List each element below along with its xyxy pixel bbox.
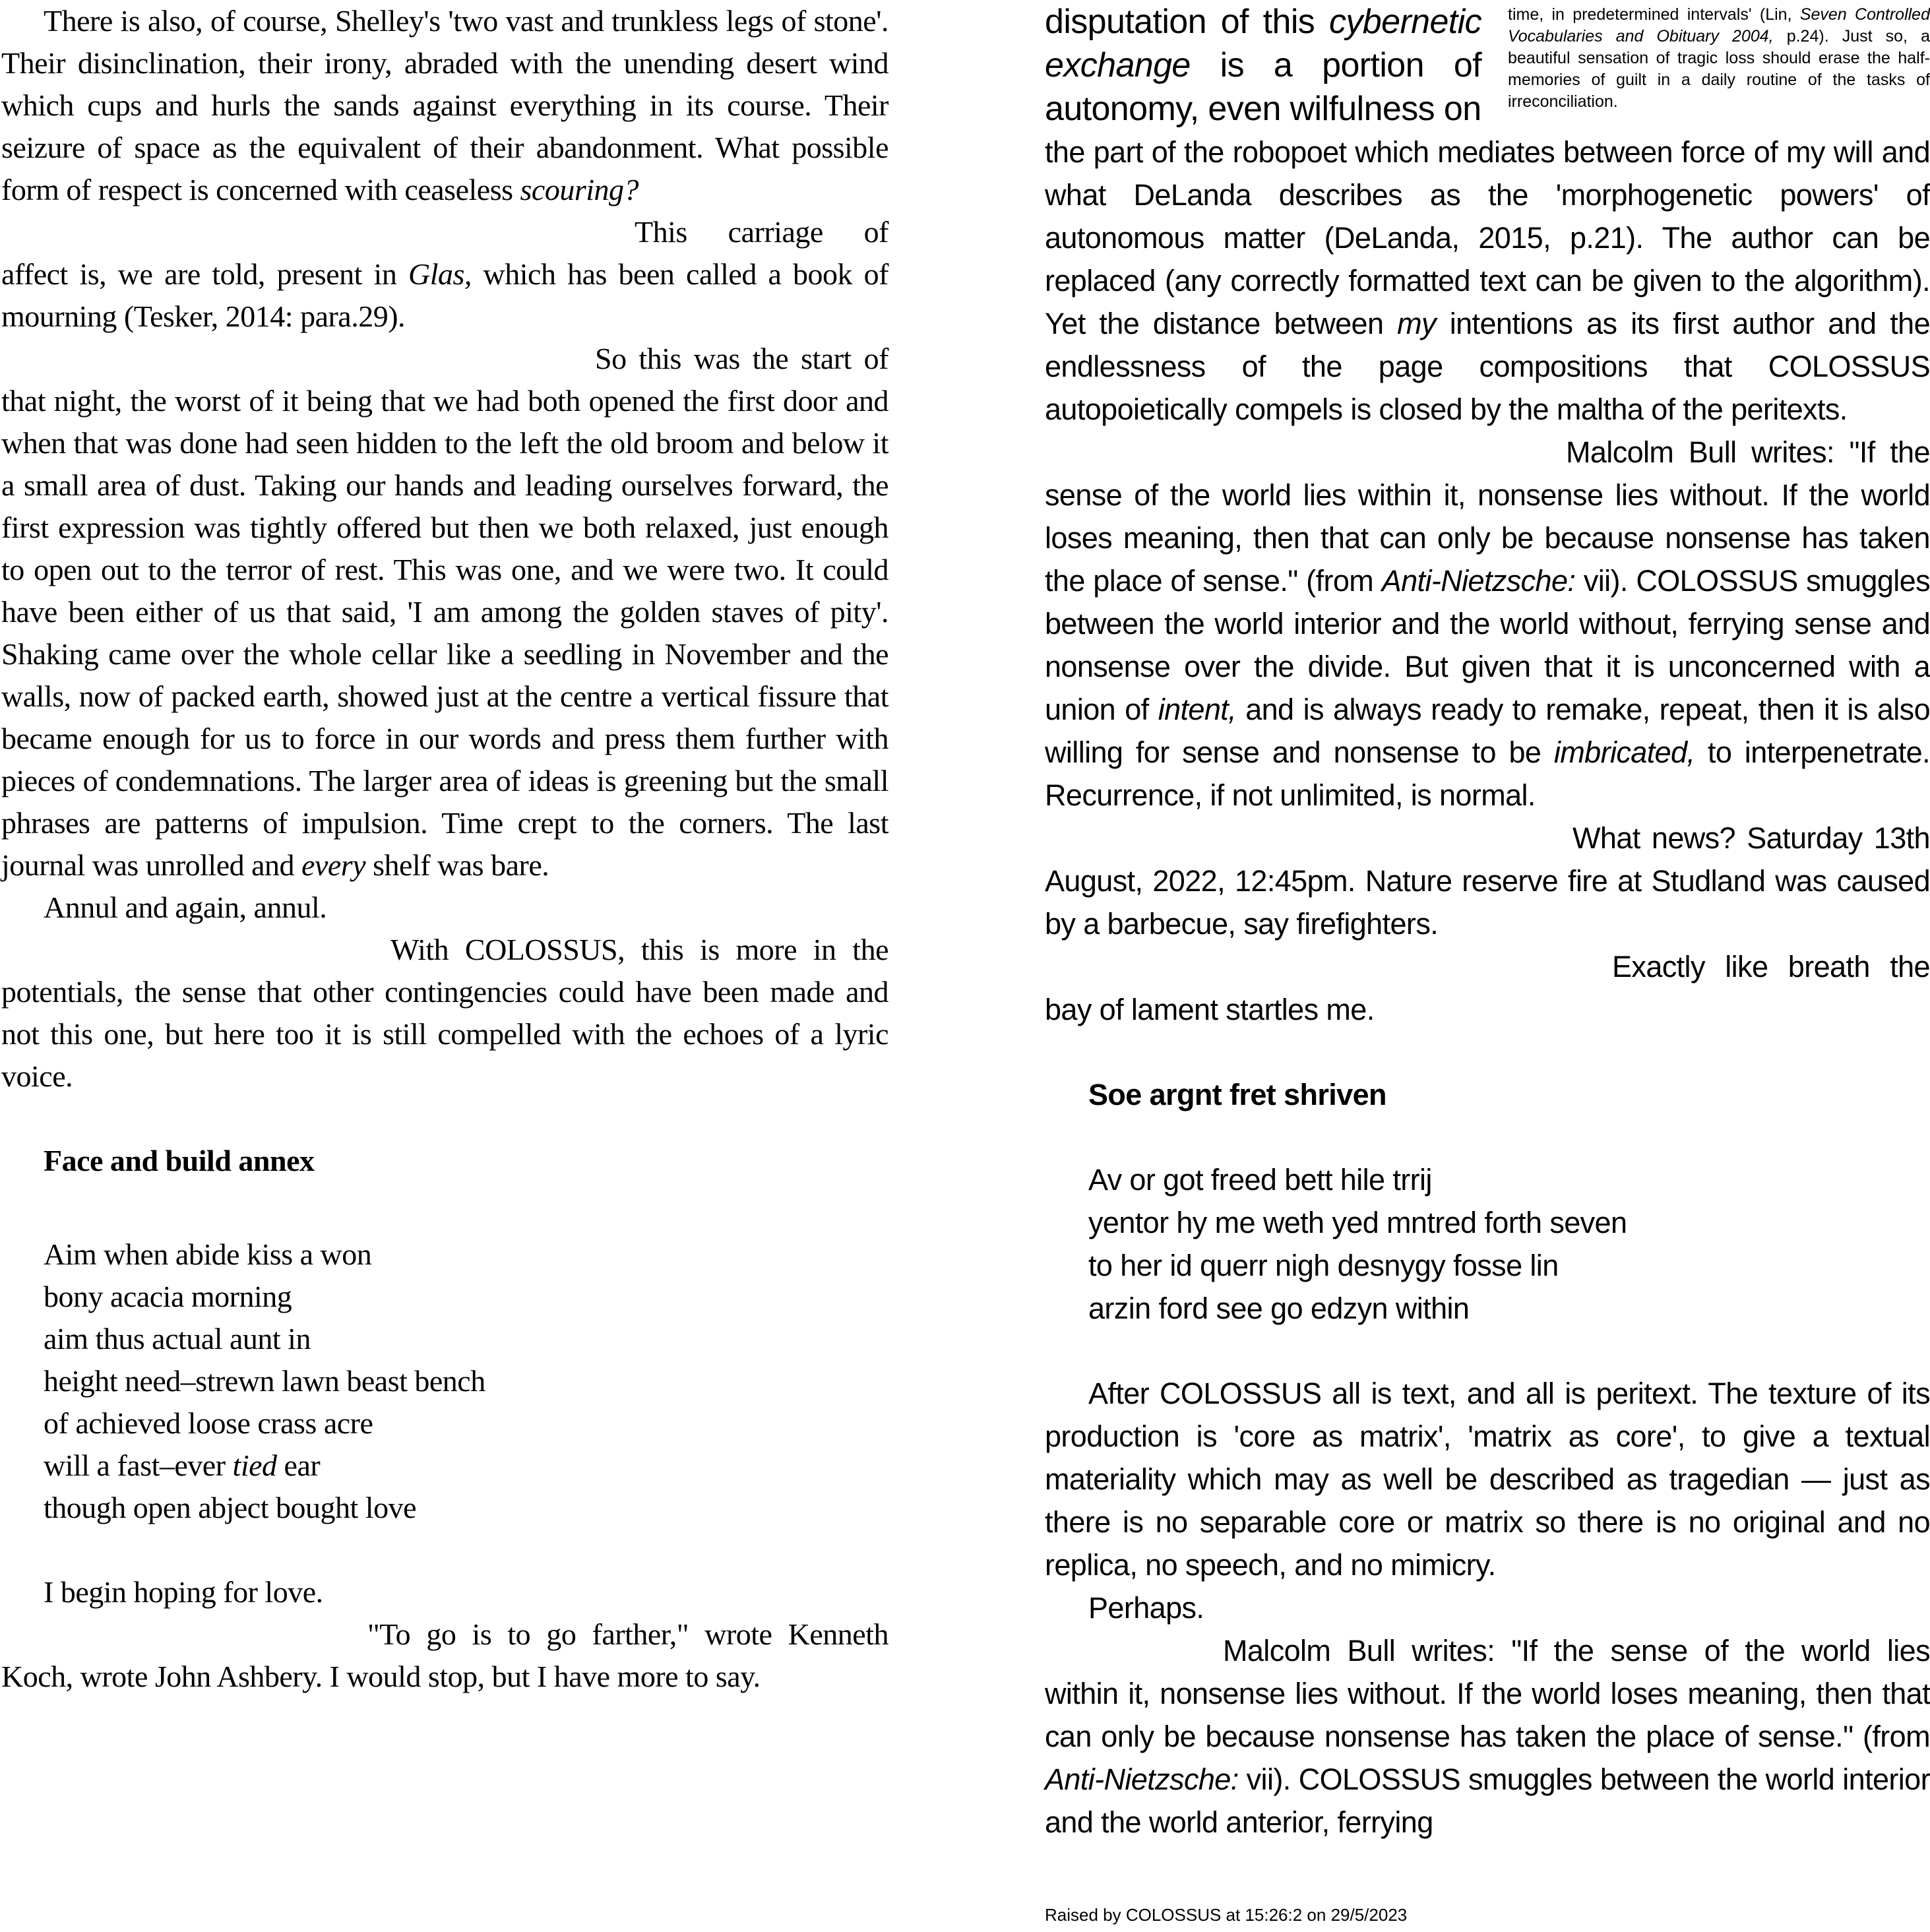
- text-run: is a portion of autonomy, even wilfulness on: [1045, 46, 1481, 128]
- italic-text-run: my: [1397, 307, 1436, 340]
- text-run: will a fast–ever: [44, 1449, 233, 1482]
- right-paragraph-bull-first: [1045, 431, 1930, 817]
- right-paragraph-after-colossus: [1045, 1372, 1930, 1586]
- right-heading-soe-argnt: [1045, 1073, 1930, 1116]
- right-paragraph-breath: [1045, 945, 1930, 1031]
- text-run: vii). COLOSSUS smuggles between the world interior and the world anterior, ferrying: [1045, 1762, 1930, 1839]
- left-paragraph-hoping: [1, 1571, 888, 1613]
- text-run: ear: [276, 1449, 321, 1482]
- right-paragraph-news: [1045, 817, 1930, 945]
- italic-text-run: intent,: [1158, 693, 1237, 726]
- text-run: bony acacia morning: [44, 1280, 292, 1313]
- text-run: Soe argnt fret shriven: [1088, 1078, 1386, 1111]
- text-run: though open abject bought love: [44, 1491, 416, 1524]
- text-run: p.24). Just so, a beautiful sensation of tragic loss should erase the half-memories of guilt in a daily routine of the tasks of irreconciliation.: [1508, 27, 1930, 111]
- italic-text-run: Anti-Nietzsche:: [1381, 564, 1576, 598]
- left-poem: [1, 1233, 888, 1529]
- left-paragraph-koch: [1, 1613, 888, 1698]
- text-run: yentor hy me weth yed mntred forth seven: [1088, 1206, 1627, 1239]
- text-run: which has been called a book of mourning (Tesker, 2014: para.29).: [1, 257, 888, 333]
- text-run: to interpenetrate. Recurrence, if not unlimited, is normal.: [1045, 735, 1930, 812]
- italic-text-run: every: [301, 848, 366, 882]
- right-paragraph-disputation: [1045, 0, 1930, 131]
- text-run: So this was the start of that night, the worst of it being that we had both opened the first door and when that was done had seen hidden to the left the old broom and below it a small area of dust. Taking our hands and leading ourselves forward, the first expression was tightly offered but then we both relaxed, just enough to open out to the terror of rest. This was one, and we were two. It could have been either of us that said, 'I am among the golden staves of pity'. Shaking came over the whole cellar like a seedling in November and the walls, now of packed earth, showed just at the centre a vertical fissure that became enough for us to force in our words and press them further with pieces of condemnations. The larger area of ideas is greening but the small phrases are patterns of impulsion. Time crept to the corners. The last journal was unrolled and: [1, 342, 888, 882]
- text-run: Aim when abide kiss a won: [44, 1237, 372, 1271]
- italic-text-run: Glas,: [408, 257, 472, 291]
- text-run: to her id querr nigh desnygy fosse lin: [1088, 1249, 1559, 1282]
- text-run: This carriage of affect is, we are told, present in: [1, 215, 888, 291]
- text-run: With COLOSSUS, this is more in the potentials, the sense that other contingencies could have been made and not this one, but here too it is still compelled with the echoes of a lyric voice.: [1, 933, 888, 1093]
- italic-text-run: cybernetic exchange: [1045, 3, 1481, 84]
- text-run: After COLOSSUS all is text, and all is peritext. The texture of its production is 'core as matrix', 'matrix as core', to give a textual materiality which may as well be described as tragedian — just as there is no separable core or matrix so there is no original and no replica, no speech, and no mimicry.: [1045, 1377, 1930, 1582]
- colophon-line: [1045, 1905, 1414, 1925]
- text-run: disputation of this: [1045, 3, 1329, 41]
- text-run: Face and build annex: [44, 1144, 315, 1177]
- italic-text-run: Anti-Nietzsche:: [1045, 1762, 1239, 1796]
- text-run: Perhaps.: [1088, 1591, 1204, 1625]
- text-run: "To go is to go farther," wrote Kenneth Koch, wrote John Ashbery. I would stop, but I have more to say.: [1, 1617, 888, 1693]
- text-run: and is always ready to remake, repeat, then it is also willing for sense and nonsense to be: [1045, 693, 1930, 769]
- italic-text-run: tied: [232, 1449, 277, 1482]
- left-column: [1, 0, 888, 1698]
- left-paragraph-glas: [1, 211, 888, 338]
- text-run: the part of the robopoet which mediates between force of my will and what DeLanda describes as the 'morphogenetic powers' of autonomous matter (DeLanda, 2015, p.21). The author can be replaced (any correctly formatted text can be given to the algorithm). Yet the distance between: [1045, 135, 1930, 340]
- sidenote: [1508, 4, 1930, 113]
- text-run: shelf was bare.: [365, 848, 549, 882]
- text-run: aim thus actual aunt in: [44, 1322, 311, 1356]
- text-run: time, in predetermined intervals' (Lin,: [1508, 5, 1800, 24]
- right-paragraph-robopoet: [1045, 131, 1930, 431]
- left-paragraph-night: [1, 338, 888, 887]
- text-run: I begin hoping for love.: [44, 1575, 323, 1609]
- right-paragraph-bull-second: [1045, 1629, 1930, 1844]
- left-paragraph-colossus: [1, 929, 888, 1098]
- left-heading-face-and-build-annex: [1, 1140, 888, 1182]
- text-run: There is also, of course, Shelley's 'two vast and trunkless legs of stone'. Their disinclination, their irony, abraded with the unending desert wind which cups and hurls the sands against everything in its course. Their seizure of space as the equivalent of their abandonment. What possible form of respect is concerned with ceaseless: [1, 4, 888, 206]
- left-paragraph-shelley: [1, 0, 888, 211]
- text-run: arzin ford see go edzyn within: [1088, 1292, 1470, 1325]
- text-run: Exactly like breath the bay of lament startles me.: [1045, 950, 1930, 1026]
- text-run: vii). COLOSSUS smuggles between the world interior and the world without, ferrying sense and nonsense over the divide. But given that it is unconcerned with a union of: [1045, 564, 1930, 726]
- right-paragraph-perhaps: [1045, 1586, 1930, 1629]
- left-paragraph-annul: [1, 887, 888, 929]
- text-run: Malcolm Bull writes: "If the sense of the world lies within it, nonsense lies without. If the world loses meaning, then that can only be because nonsense has taken the place of sense." (from: [1045, 435, 1930, 598]
- text-run: of achieved loose crass acre: [44, 1406, 373, 1440]
- text-run: What news? Saturday 13th August, 2022, 12:45pm. Nature reserve fire at Studland was caused by a barbecue, say firefighters.: [1045, 821, 1930, 941]
- colophon-text: Raised by COLOSSUS at 15:26:2 on 29/5/2023: [1045, 1905, 1408, 1925]
- text-run: height need–strewn lawn beast bench: [44, 1364, 485, 1398]
- italic-text-run: Seven Controlled Vocabularies and Obituary 2004,: [1508, 5, 1930, 46]
- text-run: Annul and again, annul.: [44, 890, 327, 924]
- text-run: intentions as its first author and the endlessness of the page compositions that COLOSSUS autopoietically compels is closed by the maltha of the peritexts.: [1045, 307, 1930, 426]
- italic-text-run: imbricated,: [1553, 735, 1695, 769]
- text-run: Malcolm Bull writes: "If the sense of the world lies within it, nonsense lies without. If the world loses meaning, then that can only be because nonsense has taken the place of sense." (from: [1045, 1634, 1930, 1753]
- italic-text-run: scouring?: [520, 173, 639, 206]
- text-run: Av or got freed bett hile trrij: [1088, 1163, 1432, 1197]
- right-column: [1045, 0, 1930, 1844]
- right-poem: [1045, 1158, 1930, 1330]
